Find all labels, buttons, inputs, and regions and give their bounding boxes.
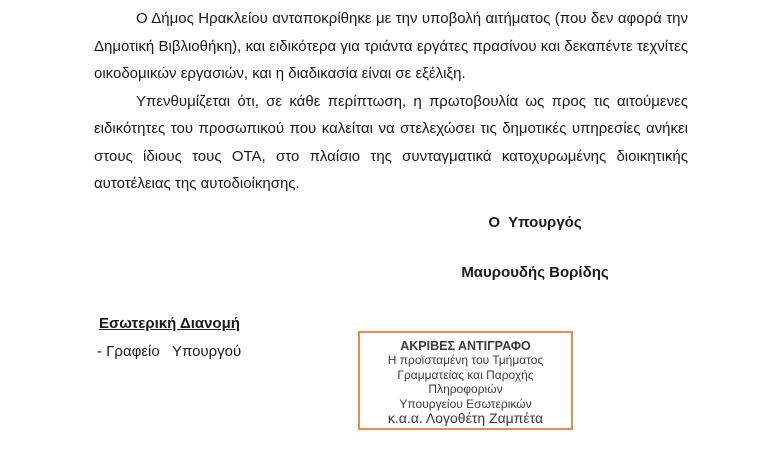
certified-copy-stamp (358, 331, 573, 430)
stamp-line: Η προϊσταμένη του Τμήματος (387, 353, 544, 368)
stamp-line: Γραμματείας και Παροχής (397, 367, 534, 382)
stamp-line: Υπουργείου Εσωτερικών (399, 396, 532, 411)
internal-distribution-heading: Εσωτερική Διανομή (99, 315, 240, 332)
signature-block (420, 0, 650, 281)
stamp-line: κ.α.α. Λογοθέτη Ζαμπέτα (387, 410, 544, 427)
stamp-line: Πληροφοριών (428, 382, 503, 397)
stamp-line: ΑΚΡΙΒΕΣ ΑΝΤΙΓΡΑΦΟ (400, 339, 531, 353)
body-paragraph: Υπενθυμίζεται ότι, σε κάθε περίπτωση, η πρωτοβουλία ως προς τις αιτούμενες ειδικότητες του προσωπικού που καλείται να στελεχώσει τις δημοτικές υπηρεσίες ανήκει στους ίδιους τους ΟΤΑ, στο πλαίσιο της συνταγματικά κατοχυρωμένης διοικητικής αυτοτέλειας της αυτοδιοίκησης. (94, 92, 688, 192)
signature-title: Ο Υπουργός (488, 214, 582, 231)
body-paragraph: Ο Δήμος Ηρακλείου ανταποκρίθηκε με την υποβολή αιτήματος (που δεν αφορά την Δημοτική Βιβλιοθήκη), και ειδικότερα για τριάντα εργάτες πρασίνου και δεκαπέντε τεχνίτες οικοδομικών εργασιών, και η διαδικασία είναι σε εξέλιξη. (94, 10, 688, 82)
signature-name: Μαυρουδής Βορίδης (461, 264, 609, 281)
distribution-item: - Γραφείο Υπουργού (97, 343, 242, 360)
